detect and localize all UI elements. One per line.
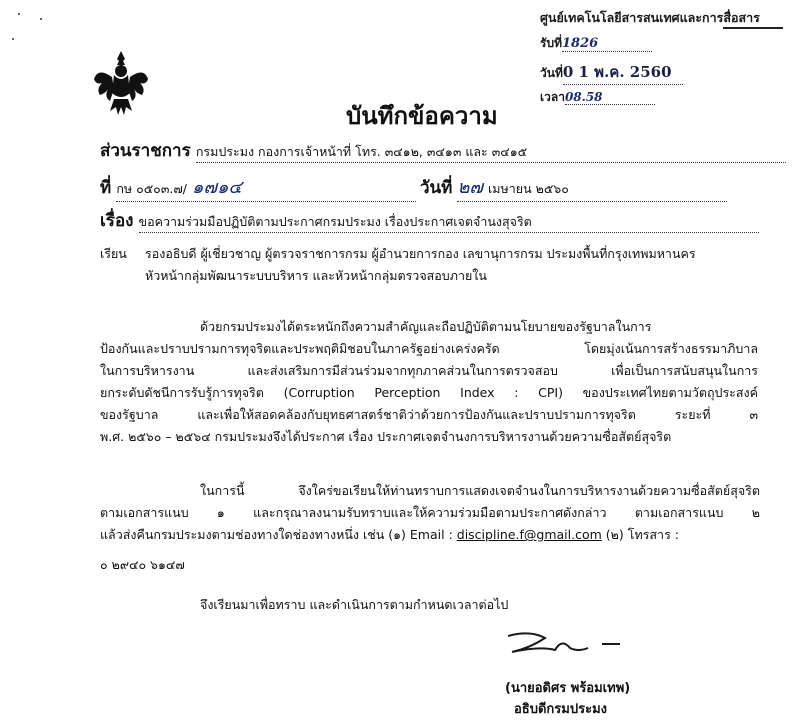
- signer-name: (นายอดิศร พร้อมเทพ): [505, 681, 631, 696]
- signature-scribble: [500, 626, 630, 662]
- subject-value: ขอความร่วมมือปฏิบัติตามประกาศกรมประมง เรื่องประกาศเจตจำนงสุจริต: [139, 212, 759, 233]
- ref-label: ที่: [100, 178, 112, 198]
- signer-position: อธิบดีกรมประมง: [514, 702, 607, 717]
- department-label: ส่วนราชการ: [100, 141, 191, 161]
- p2-line-1: ในการนี้ จึงใคร่ขอเรียนให้ท่านทราบการแสดงเจตจำนงในการบริหารงานด้วยความซื่อสัตย์สุจริต: [200, 483, 760, 498]
- scan-speck: [12, 38, 14, 40]
- stamp-date-row: [540, 60, 683, 85]
- date-day: ๒๗: [457, 177, 483, 198]
- p2-line-3-post: (๒) โทรสาร :: [605, 527, 679, 542]
- ref-row: [100, 172, 416, 202]
- subject-label: เรื่อง: [100, 211, 134, 231]
- stamp-received-no: 1826: [561, 36, 599, 51]
- date-rest: เมษายน ๒๕๖๐: [487, 181, 569, 196]
- p2-line-3-pre: แล้วส่งคืนกรมประมงตามช่องทางใดช่องทางหนึ่ง เช่น (๑) Email :: [100, 527, 453, 542]
- stamp-received-row: [540, 34, 652, 53]
- p1-line: ของรัฐบาล และเพื่อให้สอดคล้องกับยุทธศาสตร์ชาติว่าด้วยการป้องกันและปราบปรามการทุจริต ระยะที่ ๓: [100, 407, 758, 422]
- stamp-time-label: เวลา: [540, 90, 565, 104]
- p1-line: ในการบริหารงาน และส่งเสริมการมีส่วนร่วมจากทุกภาคส่วนในการตรวจสอบ เพื่อเป็นการสนับสนุนในการ: [100, 363, 758, 378]
- stamp-date-label: วันที่: [540, 66, 563, 80]
- p1-line: ด้วยกรมประมงได้ตระหนักถึงความสำคัญและถือปฏิบัติตามนโยบายของรัฐบาลในการ: [200, 319, 652, 334]
- memo-title: บันทึกข้อความ: [346, 102, 498, 130]
- fax-number: ๐ ๒๙๔๐ ๖๑๔๗: [100, 557, 185, 572]
- stamp-received-label: รับที่: [540, 36, 562, 50]
- scan-speck: [40, 18, 42, 20]
- p1-line: ยกระดับดัชนีการรับรู้การทุจริต (Corruption Perception Index : CPI) ของประเทศไทยตามวัตถุประสงค์: [100, 385, 758, 400]
- to-line-1: รองอธิบดี ผู้เชี่ยวชาญ ผู้ตรวจราชการกรม ผู้อำนวยการกอง เลขานุการกรม ประมงพื้นที่กรุงเทพมหานคร: [145, 246, 696, 261]
- p2-line-3: [100, 524, 679, 546]
- stamp-time-row: [540, 88, 655, 107]
- date-label: วันที่: [420, 178, 453, 198]
- ref-number: ๑๗๑๔: [192, 177, 243, 198]
- scan-speck: [18, 13, 20, 15]
- p1-line: พ.ศ. ๒๕๖๐ – ๒๕๖๔ กรมประมงจึงได้ประกาศ เรื่อง ประกาศเจตจำนงการบริหารงานด้วยความซื่อสัตย์สุจริต: [100, 429, 672, 444]
- garuda-emblem: [92, 49, 150, 117]
- subject-row: [100, 207, 759, 234]
- p1-line: ป้องกันและปราบปรามการทุจริตและประพฤติมิชอบในภาครัฐอย่างเคร่งครัด โดยมุ่งเน้นการสร้างธรรมาภิบาล: [100, 341, 758, 356]
- stamp-org: ศูนย์เทคโนโลยีสารสนเทศและการสื่อสาร: [540, 10, 760, 25]
- to-label: เรียน: [100, 246, 127, 261]
- department-value: กรมประมง กองการเจ้าหน้าที่ โทร. ๓๔๑๒, ๓๔๑๓ และ ๓๔๑๕: [196, 142, 786, 163]
- p2-line-2: ตามเอกสารแนบ ๑ และกรุณาลงนามรับทราบและให้ความร่วมมือตามประกาศดังกล่าว ตามเอกสารแนบ ๒: [100, 505, 760, 520]
- date-row: [420, 172, 727, 202]
- stamp-underline: [723, 27, 783, 29]
- to-line-2: หัวหน้ากลุ่มพัฒนาระบบบริหาร และหัวหน้ากลุ่มตรวจสอบภายใน: [145, 268, 487, 283]
- stamp-date: 0 1 พ.ค. 2560: [562, 63, 672, 81]
- email-link[interactable]: discipline.f@gmail.com: [456, 527, 602, 542]
- stamp-time: 08.58: [564, 90, 603, 104]
- closing-line: จึงเรียนมาเพื่อทราบ และดำเนินการตามกำหนดเวลาต่อไป: [200, 597, 509, 612]
- ref-prefix: กษ ๐๕๐๓.๗/: [116, 181, 187, 196]
- department-row: [100, 137, 786, 164]
